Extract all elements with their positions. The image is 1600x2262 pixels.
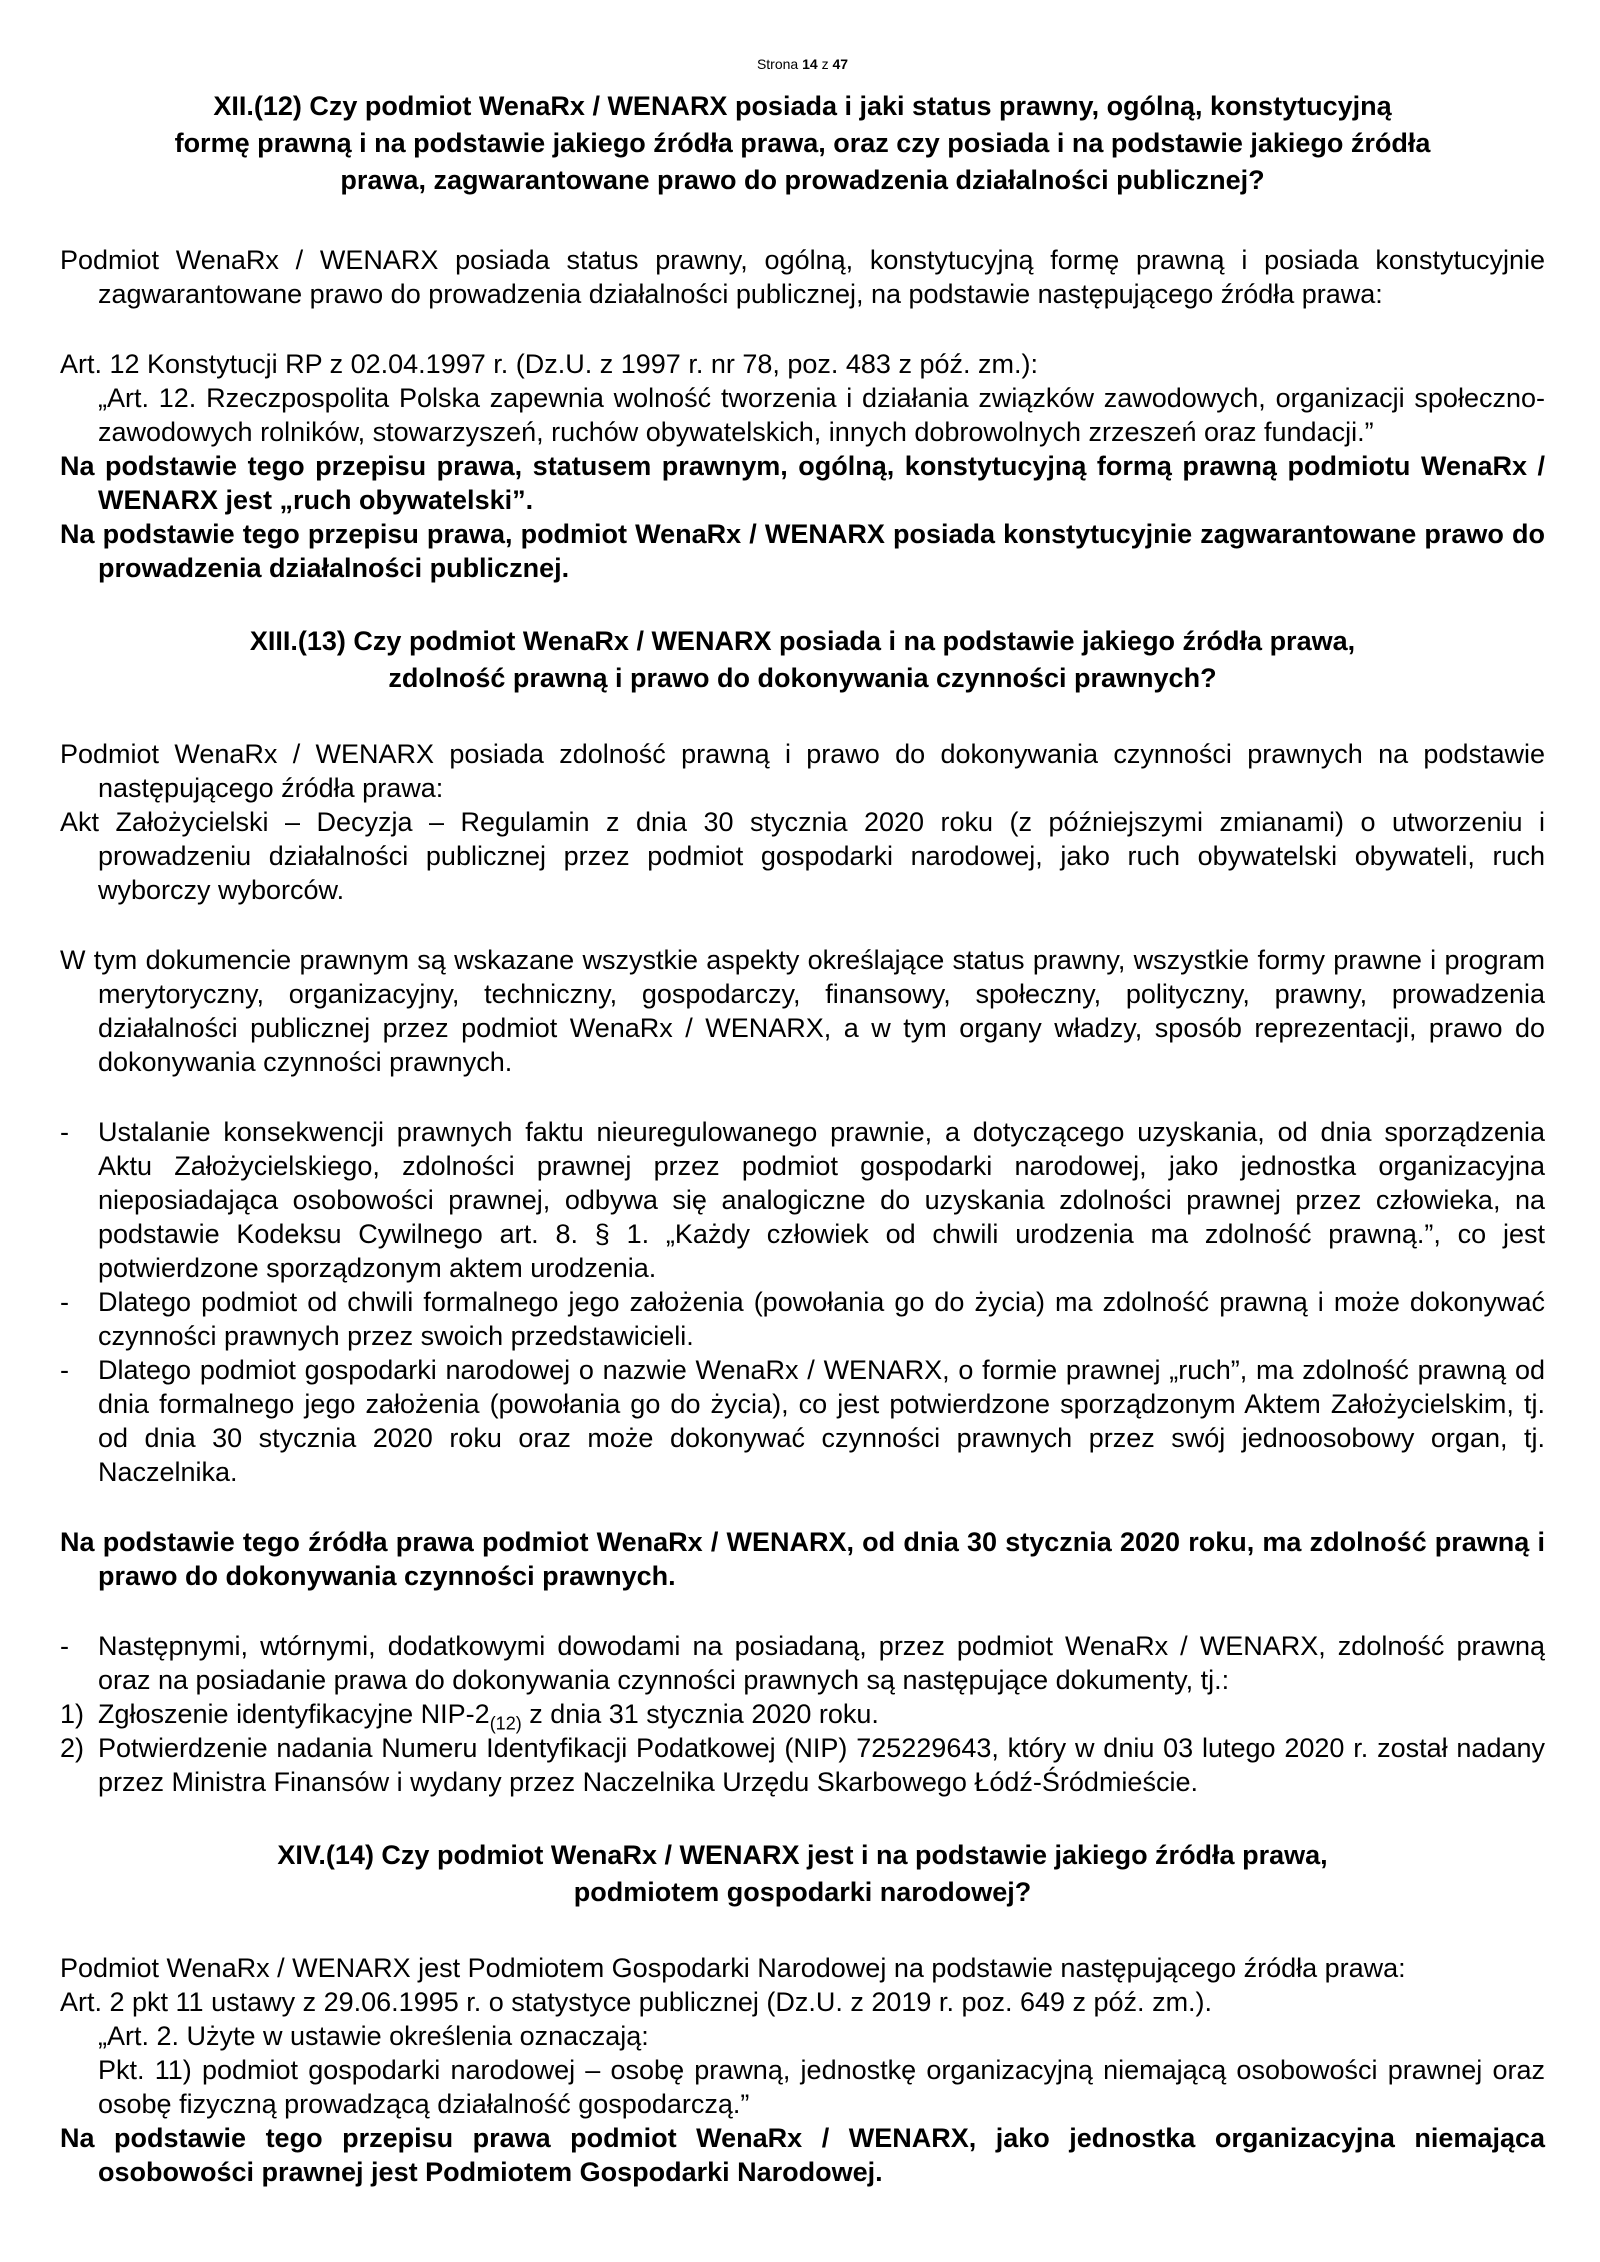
list-item-text: Dlatego podmiot gospodarki narodowej o nazwie WenaRx / WENARX, o formie prawnej „ruch”, ma zdolność prawną od dnia formalnego jego założenia (powołania go do życia), co jest potwierdzone sporządzonym Aktem Założycielskim, tj. od dnia 30 stycznia 2020 roku oraz może dokonywać czynności prawnych przez swój jednoosobowy organ, tj. Naczelnika. (98, 1355, 1545, 1487)
numbered-item-nip-registration (60, 1697, 1545, 1734)
quote-art2-definitions: „Art. 2. Użyte w ustawie określenia oznaczają: (98, 2021, 649, 2051)
heading-line: XIV.(14) Czy podmiot WenaRx / WENARX jest i na podstawie jakiego źródła prawa, (277, 1840, 1328, 1870)
list-item-text: Następnymi, wtórnymi, dodatkowymi dowodami na posiadaną, przez podmiot WenaRx / WENARX, zdolność prawną oraz na posiadanie prawa do dokonywania czynności prawnych są następujące dokumenty, tj.: (98, 1631, 1545, 1695)
page-number-header (60, 56, 1545, 72)
subscript-form-index: (12) (489, 1713, 522, 1734)
numbered-item-nip-confirmation (60, 1731, 1545, 1799)
list-item-capacity-from-founding (60, 1285, 1545, 1353)
conclusion-national-economy-entity: Na podstawie tego przepisu prawa podmiot WenaRx / WENARX, jako jednostka organizacyjna niemająca osobowości prawnej jest Podmiotem Gospodarki Narodowej. (60, 2123, 1545, 2187)
paragraph-document-aspects: W tym dokumencie prawnym są wskazane wszystkie aspekty określające status prawny, wszystkie formy prawne i program merytoryczny, organizacyjny, techniczny, gospodarczy, finansowy, społeczny, polityczny, prawny, prowadzenia działalności publicznej przez podmiot WenaRx / WENARX, a w tym organy władzy, sposób reprezentacji, prawo do dokonywania czynności prawnych. (60, 945, 1545, 1077)
page-header-label: Strona (756, 56, 799, 72)
paragraph-art12-reference: Art. 12 Konstytucji RP z 02.04.1997 r. (Dz.U. z 1997 r. nr 78, poz. 483 z póź. zm.): (60, 349, 1038, 379)
quote-art12-constitution: „Art. 12. Rzeczpospolita Polska zapewnia wolność tworzenia i działania związków zawodowych, organizacji społeczno-zawodowych rolników, stowarzyszeń, ruchów obywatelskich, innych dobrowolnych zrzeszeń oraz fundacji.” (98, 383, 1545, 447)
list-item-additional-evidence (60, 1629, 1545, 1697)
quote-pkt11-definition: Pkt. 11) podmiot gospodarki narodowej – osobę prawną, jednostkę organizacyjną niemającą osobowości prawnej oraz osobę fizyczną prowadzącą działalność gospodarczą.” (98, 2055, 1545, 2119)
paragraph-statistics-act-reference: Art. 2 pkt 11 ustawy z 29.06.1995 r. o statystyce publicznej (Dz.U. z 2019 r. poz. 649 z póź. zm.). (60, 1987, 1213, 2017)
dash-marker: - (60, 1117, 69, 1147)
heading-line: podmiotem gospodarki narodowej? (573, 1877, 1032, 1907)
list-item-text: Dlatego podmiot od chwili formalnego jego założenia (powołania go do życia) ma zdolność prawną i może dokonywać czynności prawnych przez swoich przedstawicieli. (98, 1287, 1545, 1351)
page-total: 47 (832, 56, 849, 72)
dash-marker: - (60, 1355, 69, 1385)
conclusion-public-activity-right: Na podstawie tego przepisu prawa, podmiot WenaRx / WENARX posiada konstytucyjnie zagwarantowane prawo do prowadzenia działalności publicznej. (60, 519, 1545, 583)
paragraph-legal-capacity-intro: Podmiot WenaRx / WENARX posiada zdolność prawną i prawo do dokonywania czynności prawnych na podstawie następującego źródła prawa: (60, 739, 1545, 803)
list-item-text: Ustalanie konsekwencji prawnych faktu nieuregulowanego prawnie, a dotyczącego uzyskania, od dnia sporządzenia Aktu Założycielskiego, zdolności prawnej przez podmiot gospodarki narodowej, jako jednostka organizacyjna nieposiadająca osobowości prawnej, odbywa się analogiczne do uzyskania zdolności prawnej przez człowieka, na podstawie Kodeksu Cywilnego art. 8. § 1. „Każdy człowiek od chwili urodzenia ma zdolność prawną.”, co jest potwierdzone sporządzonym aktem urodzenia. (98, 1117, 1545, 1283)
list-item-legal-consequences (60, 1115, 1545, 1285)
heading-line: XIII.(13) Czy podmiot WenaRx / WENARX posiada i na podstawie jakiego źródła prawa, (249, 626, 1356, 656)
list-item-text: Zgłoszenie identyfikacyjne NIP-2 (98, 1699, 490, 1729)
section-heading-xiii (60, 623, 1545, 697)
paragraph-national-economy-intro: Podmiot WenaRx / WENARX jest Podmiotem Gospodarki Narodowej na podstawie następującego źródła prawa: (60, 1953, 1406, 1983)
page-number: 14 (802, 56, 818, 72)
heading-line: formę prawną i na podstawie jakiego źródła prawa, oraz czy posiada i na podstawie jakiego źródła (174, 128, 1431, 158)
list-item-text: z dnia 31 stycznia 2020 roku. (521, 1699, 879, 1729)
list-item-ruch-capacity (60, 1353, 1545, 1489)
heading-line: XII.(12) Czy podmiot WenaRx / WENARX posiada i jaki status prawny, ogólną, konstytucyjną (213, 91, 1392, 121)
paragraph-founding-act: Akt Założycielski – Decyzja – Regulamin z dnia 30 stycznia 2020 roku (z późniejszymi zmianami) o utworzeniu i prowadzeniu działalności publicznej przez podmiot gospodarki narodowej, jako ruch obywatelski obywateli, ruch wyborczy wyborców. (60, 807, 1545, 905)
conclusion-legal-capacity: Na podstawie tego źródła prawa podmiot WenaRx / WENARX, od dnia 30 stycznia 2020 roku, ma zdolność prawną i prawo do dokonywania czynności prawnych. (60, 1527, 1545, 1591)
list-item-text: Potwierdzenie nadania Numeru Identyfikacji Podatkowej (NIP) 725229643, który w dniu 03 lutego 2020 r. został nadany przez Ministra Finansów i wydany przez Naczelnika Urzędu Skarbowego Łódź-Śródmieście. (98, 1733, 1545, 1797)
dash-marker: - (60, 1287, 69, 1317)
heading-line: prawa, zagwarantowane prawo do prowadzenia działalności publicznej? (340, 165, 1265, 195)
conclusion-legal-form: Na podstawie tego przepisu prawa, statusem prawnym, ogólną, konstytucyjną formą prawną podmiotu WenaRx / WENARX jest „ruch obywatelski”. (60, 451, 1545, 515)
heading-line: zdolność prawną i prawo do dokonywania czynności prawnych? (388, 663, 1217, 693)
page-header-separator: z (821, 56, 829, 72)
section-heading-xiv (60, 1837, 1545, 1911)
section-heading-xii (60, 88, 1545, 199)
dash-marker: - (60, 1631, 69, 1661)
paragraph-legal-status-intro: Podmiot WenaRx / WENARX posiada status prawny, ogólną, konstytucyjną formę prawną i posiada konstytucyjnie zagwarantowane prawo do prowadzenia działalności publicznej, na podstawie następującego źródła prawa: (60, 245, 1545, 309)
number-marker: 2) (60, 1733, 85, 1763)
number-marker: 1) (60, 1699, 85, 1729)
